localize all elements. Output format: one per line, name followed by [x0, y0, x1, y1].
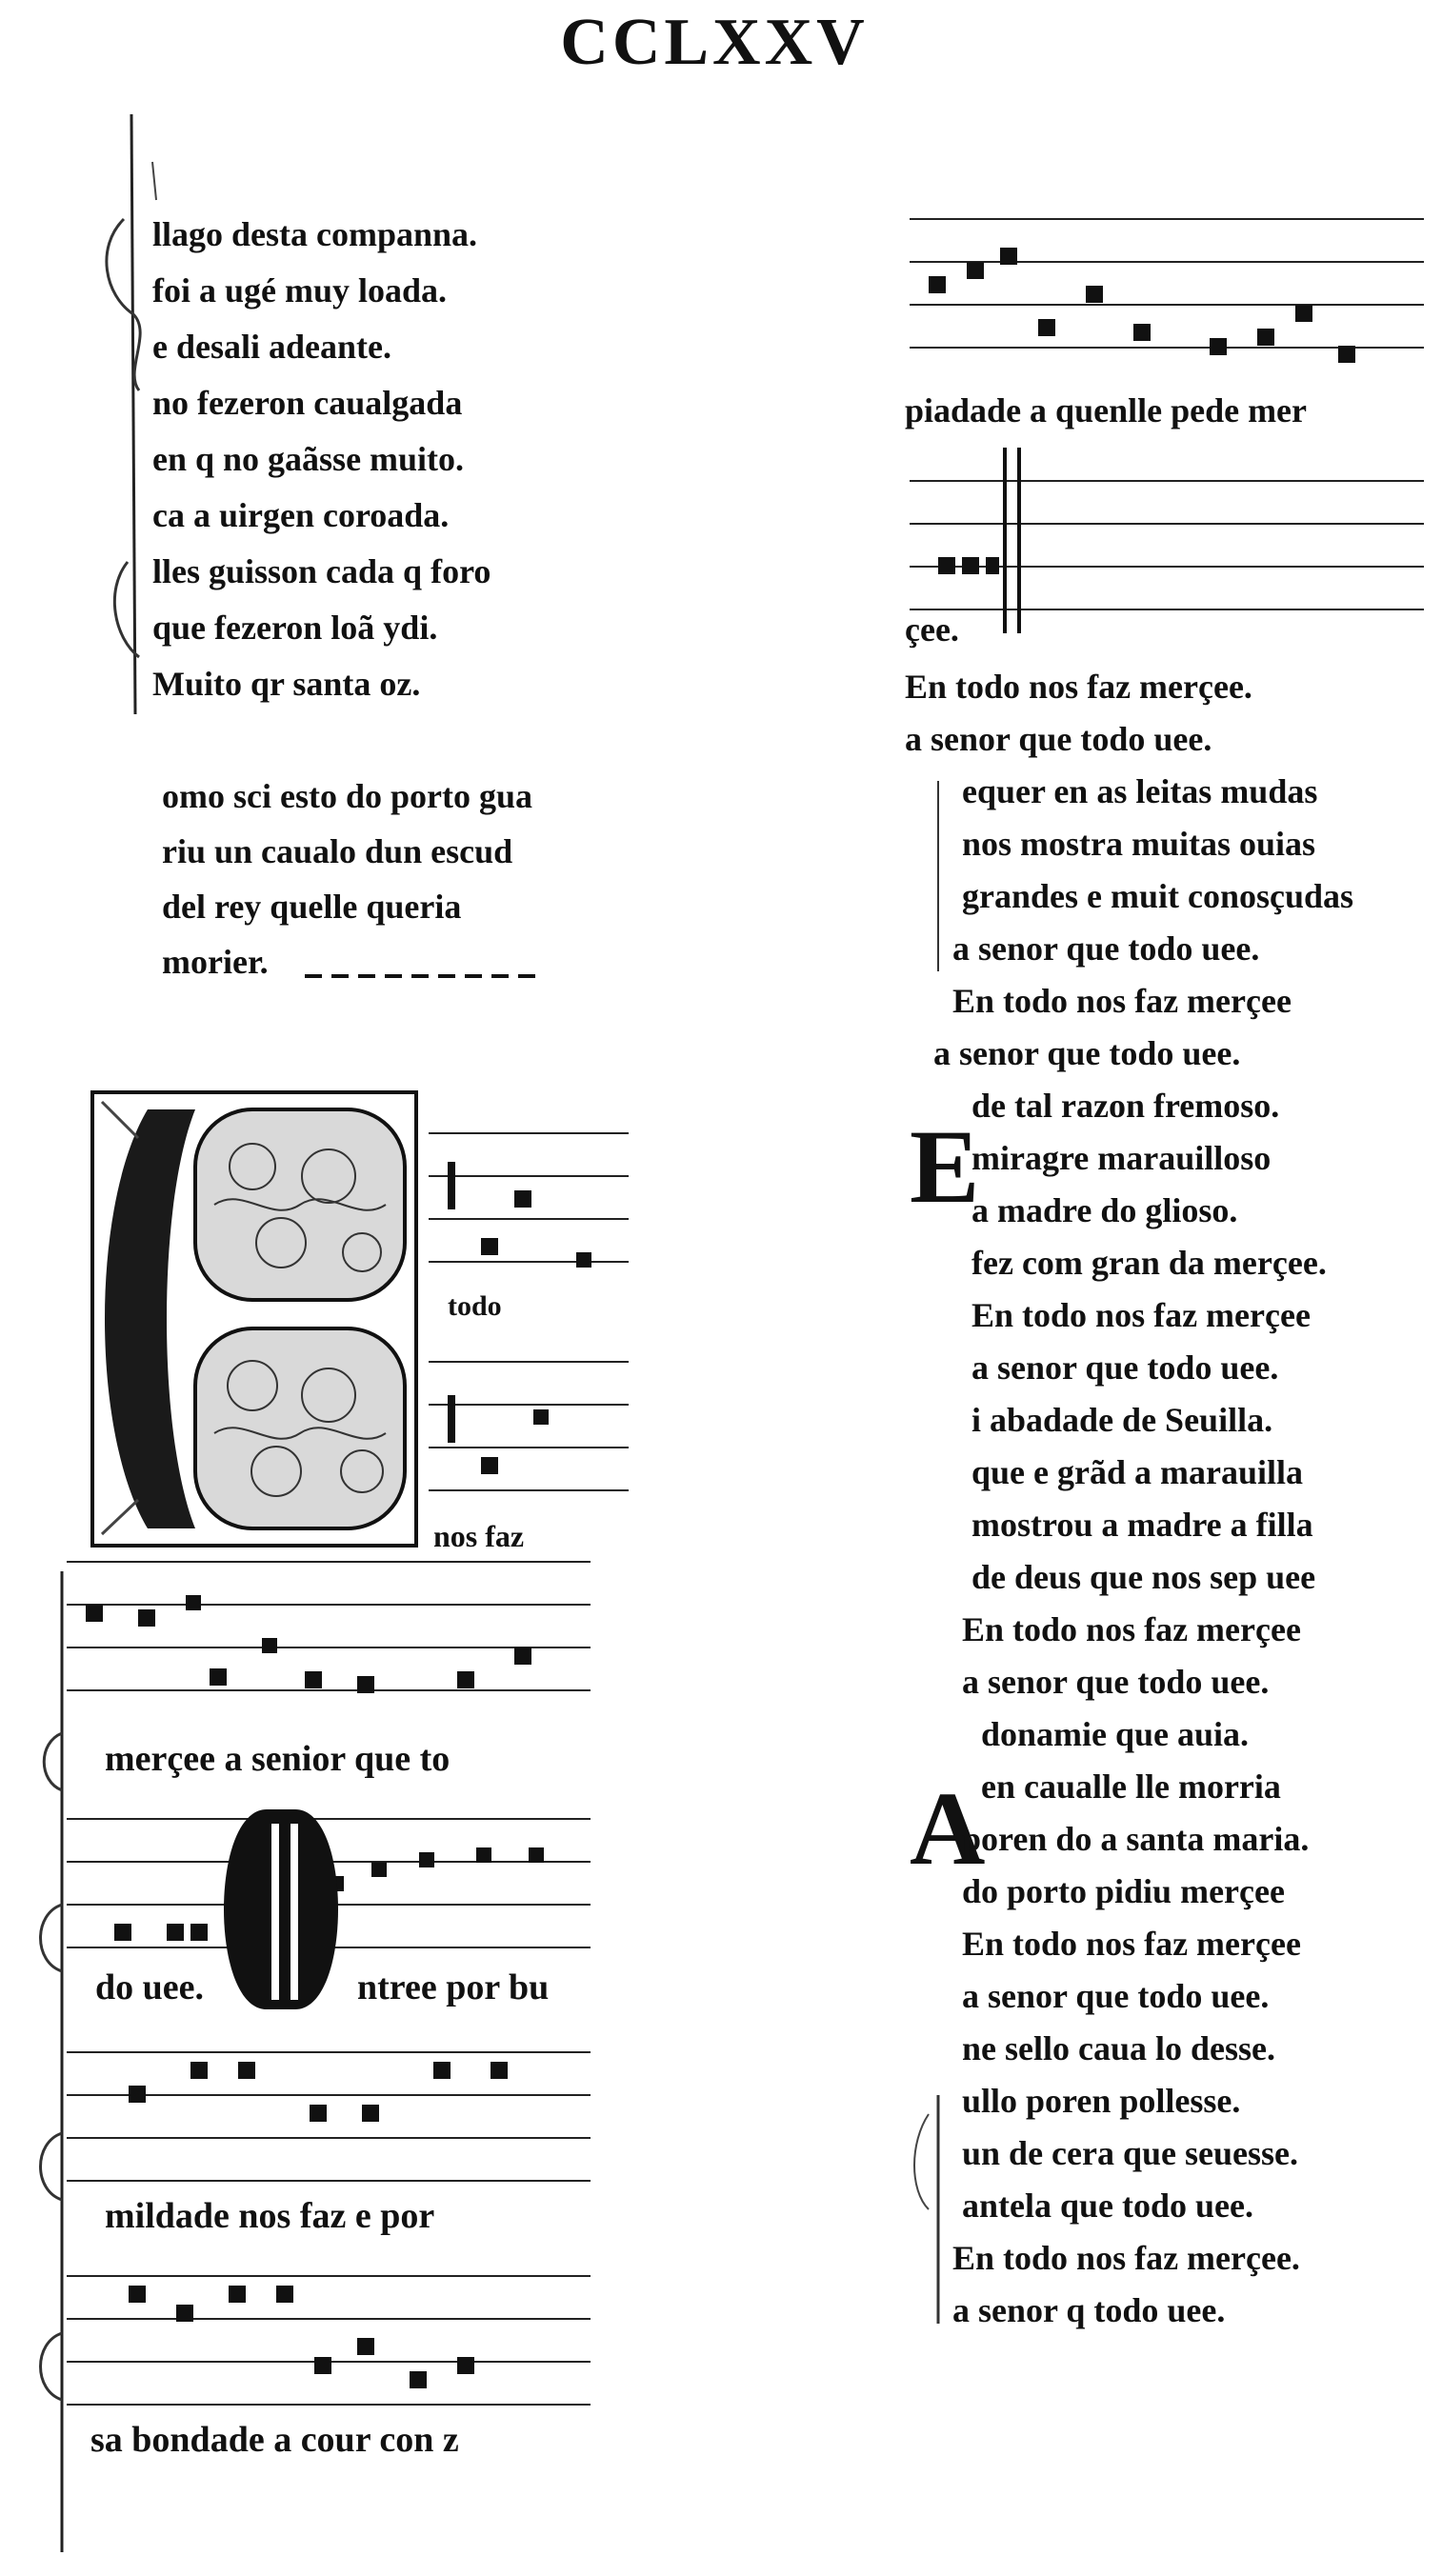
staff-lyric: nos faz	[433, 1519, 525, 1553]
verse-line: En todo nos faz merçee	[962, 1925, 1301, 1963]
rubric-line: riu un caualo dun escud	[162, 832, 513, 870]
verse-line: ca a uirgen coroada.	[152, 496, 450, 534]
staff-lyric: do uee.	[95, 1967, 204, 2007]
staff-lyric: mildade nos faz e por	[105, 2196, 435, 2236]
verse-line: en caualle lle morria	[981, 1767, 1281, 1806]
verse-line: antela que todo uee.	[962, 2187, 1253, 2225]
staff-lyric: ntree por bu	[357, 1967, 550, 2007]
line-filler-dashes	[305, 967, 552, 986]
staff-lyric: merçee a senior que to	[105, 1739, 451, 1779]
verse-line: donamie que auia.	[981, 1715, 1250, 1753]
verse-line: En todo nos faz merçee	[962, 1610, 1301, 1648]
decorative-initial-a: A	[910, 1770, 986, 1887]
verse-line: En todo nos faz merçee	[971, 1296, 1311, 1334]
music-staves-right	[891, 205, 1424, 700]
staff-lyric: çee.	[905, 610, 959, 649]
verse-line: a senor que todo uee.	[962, 1663, 1270, 1701]
verse-line: En todo nos faz merçee	[952, 982, 1292, 1020]
verse-line: e desali adeante.	[152, 328, 391, 366]
verse-line: En todo nos faz merçee.	[905, 668, 1252, 706]
verse-line: a senor q todo uee.	[952, 2291, 1226, 2329]
verse-line: llago desta companna.	[152, 215, 478, 253]
verse-line: poren do a santa maria.	[962, 1820, 1310, 1858]
verse-line: nos mostra muitas ouias	[962, 825, 1316, 863]
verse-line: a madre do glioso.	[971, 1191, 1238, 1229]
right-verse-block	[905, 667, 1353, 2343]
verse-line: mostrou a madre a filla	[971, 1506, 1313, 1544]
verse-line: En todo nos faz merçee.	[952, 2239, 1300, 2277]
rubric-block	[162, 776, 532, 997]
verse-line: a senor que todo uee.	[933, 1034, 1241, 1072]
verse-line: a senor que todo uee.	[962, 1977, 1270, 2015]
staff-lyric: piadade a quenlle pede mer	[905, 391, 1308, 429]
verse-line: un de cera que seuesse.	[962, 2134, 1298, 2172]
verse-line: ullo poren pollesse.	[962, 2082, 1241, 2120]
verse-line: ne sello caua lo desse.	[962, 2029, 1275, 2067]
verse-line: a senor que todo uee.	[952, 929, 1260, 968]
verse-line: lles guisson cada q foro	[152, 552, 491, 590]
verse-line: en q no gaãsse muito.	[152, 440, 465, 478]
verse-line: Muito qr santa oz.	[152, 665, 421, 703]
rubric-line: omo sci esto do porto gua	[162, 777, 532, 815]
verse-line: que fezeron loã ydi.	[152, 609, 438, 647]
verse-line: de tal razon fremoso.	[971, 1087, 1280, 1125]
verse-line: de deus que nos sep uee	[971, 1558, 1316, 1596]
verse-line: foi a ugé muy loada.	[152, 271, 448, 310]
decorative-initial-e: E	[910, 1108, 980, 1225]
verse-line: equer en as leitas mudas	[962, 772, 1318, 810]
staff-lyric: sa bondade a cour con z	[90, 2420, 459, 2460]
verse-line: i abadade de Seuilla.	[971, 1401, 1273, 1439]
verse-line: que e grãd a marauilla	[971, 1453, 1303, 1491]
folio-number: CCLXXV	[560, 6, 869, 79]
left-verse-block	[152, 214, 491, 720]
music-staves-left	[57, 1124, 591, 2571]
verse-line: fez com gran da merçee.	[971, 1244, 1327, 1282]
verse-line: no fezeron caualgada	[152, 384, 463, 422]
verse-line: miragre marauilloso	[971, 1139, 1272, 1177]
verse-line: a senor que todo uee.	[971, 1348, 1279, 1387]
verse-line: a senor que todo uee.	[905, 720, 1212, 758]
staff-lyric: todo	[448, 1290, 502, 1322]
rubric-line: morier.	[162, 943, 269, 981]
verse-line: do porto pidiu merçee	[962, 1872, 1285, 1910]
verse-line: grandes e muit conosçudas	[962, 877, 1354, 915]
rubric-line: del rey quelle queria	[162, 888, 462, 926]
